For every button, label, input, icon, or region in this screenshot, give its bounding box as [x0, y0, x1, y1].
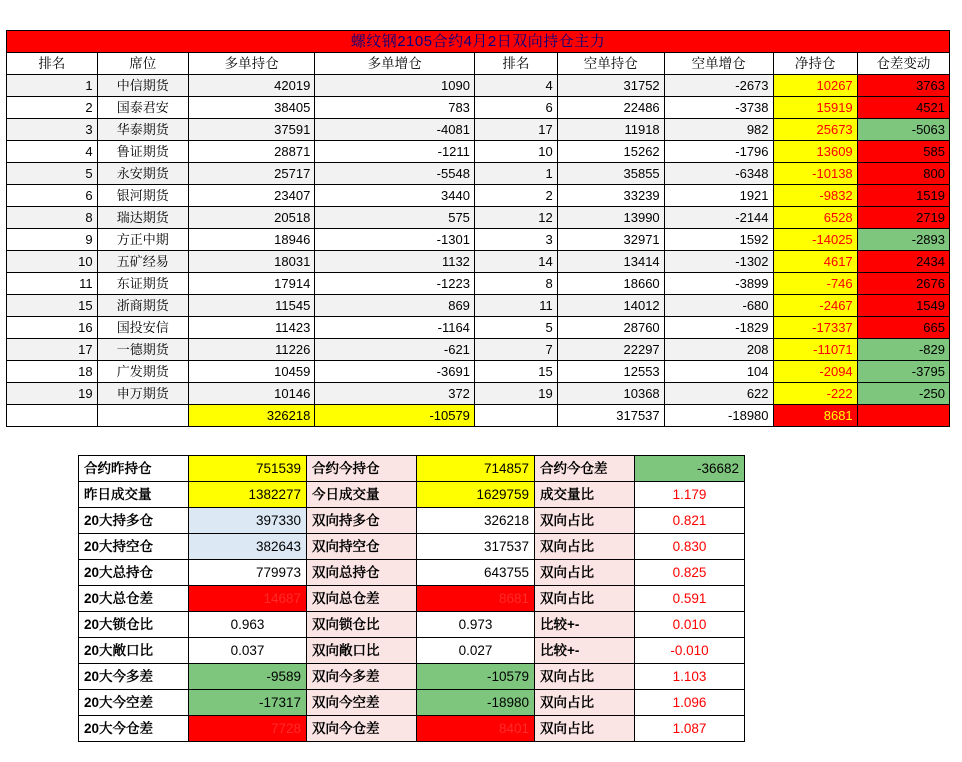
summary-label-right: 双向占比 [535, 534, 635, 560]
cell-rank1: 10 [7, 251, 98, 273]
cell-long: 10459 [188, 361, 314, 383]
cell-rank2: 15 [474, 361, 557, 383]
cell-net: 13609 [773, 141, 857, 163]
summary-label-mid: 双向今仓差 [307, 716, 417, 742]
cell-rank2: 2 [474, 185, 557, 207]
cell-short-change: 208 [664, 339, 773, 361]
cell-short: 33239 [557, 185, 664, 207]
cell-seat: 华泰期货 [97, 119, 188, 141]
cell-short: 32971 [557, 229, 664, 251]
cell-short-change: -2144 [664, 207, 773, 229]
cell-net-change: 2434 [857, 251, 949, 273]
cell-long: 20518 [188, 207, 314, 229]
summary-label-mid: 双向持空仓 [307, 534, 417, 560]
cell-short-change: 982 [664, 119, 773, 141]
summary-value-mid: -18980 [417, 690, 535, 716]
cell-seat: 申万期货 [97, 383, 188, 405]
cell-net: 10267 [773, 75, 857, 97]
cell-rank1: 11 [7, 273, 98, 295]
summary-label-left: 20大今空差 [79, 690, 189, 716]
cell-rank1: 15 [7, 295, 98, 317]
cell-net: -2094 [773, 361, 857, 383]
cell-long: 18031 [188, 251, 314, 273]
table-row [7, 141, 950, 163]
total-short-change: -18980 [664, 405, 773, 427]
summary-label-left: 20大持空仓 [79, 534, 189, 560]
cell-short-change: 104 [664, 361, 773, 383]
table-title-row [7, 31, 950, 53]
cell-net-change: -5063 [857, 119, 949, 141]
cell-net: 4617 [773, 251, 857, 273]
cell-short: 18660 [557, 273, 664, 295]
summary-table [78, 455, 745, 742]
cell-short-change: -1302 [664, 251, 773, 273]
cell-seat: 国泰君安 [97, 97, 188, 119]
table-row [7, 119, 950, 141]
summary-value-mid: 714857 [417, 456, 535, 482]
summary-value-left: 1382277 [189, 482, 307, 508]
cell-short: 28760 [557, 317, 664, 339]
table-header-row [7, 53, 950, 75]
summary-value-mid: 0.027 [417, 638, 535, 664]
holdings-table [6, 30, 950, 427]
col-header-net: 净持仓 [773, 53, 857, 75]
summary-value-left: 397330 [189, 508, 307, 534]
summary-label-right: 双向占比 [535, 586, 635, 612]
summary-value-left: 779973 [189, 560, 307, 586]
col-header-short: 空单持仓 [557, 53, 664, 75]
summary-value-right: 0.825 [635, 560, 745, 586]
cell-seat: 一德期货 [97, 339, 188, 361]
total-long: 326218 [188, 405, 314, 427]
summary-value-right: 1.103 [635, 664, 745, 690]
total-net: 8681 [773, 405, 857, 427]
cell-net: 15919 [773, 97, 857, 119]
col-header-net-change: 仓差变动 [857, 53, 949, 75]
cell-rank2: 3 [474, 229, 557, 251]
summary-label-right: 双向占比 [535, 560, 635, 586]
summary-label-left: 20大锁仓比 [79, 612, 189, 638]
cell-short-change: -6348 [664, 163, 773, 185]
cell-rank1: 16 [7, 317, 98, 339]
summary-row [79, 534, 745, 560]
cell-long-change: 1132 [315, 251, 475, 273]
cell-short-change: -680 [664, 295, 773, 317]
total-net-change: 8401 [857, 405, 949, 427]
col-header-rank1: 排名 [7, 53, 98, 75]
cell-short: 35855 [557, 163, 664, 185]
total-short: 317537 [557, 405, 664, 427]
cell-seat: 鲁证期货 [97, 141, 188, 163]
cell-short: 31752 [557, 75, 664, 97]
total-long-change: -10579 [315, 405, 475, 427]
cell-long: 23407 [188, 185, 314, 207]
cell-short-change: -3738 [664, 97, 773, 119]
cell-rank2: 1 [474, 163, 557, 185]
cell-rank2: 5 [474, 317, 557, 339]
summary-value-mid: 643755 [417, 560, 535, 586]
summary-label-mid: 今日成交量 [307, 482, 417, 508]
summary-value-left: 0.037 [189, 638, 307, 664]
cell-rank1: 2 [7, 97, 98, 119]
summary-value-left: -17317 [189, 690, 307, 716]
summary-value-right: -0.010 [635, 638, 745, 664]
cell-short: 13414 [557, 251, 664, 273]
cell-net: -2467 [773, 295, 857, 317]
cell-seat: 五矿经易 [97, 251, 188, 273]
cell-rank1: 17 [7, 339, 98, 361]
summary-label-left: 20大持多仓 [79, 508, 189, 534]
cell-long-change: -1164 [315, 317, 475, 339]
summary-label-mid: 双向敞口比 [307, 638, 417, 664]
cell-rank2: 10 [474, 141, 557, 163]
cell-short-change: -1796 [664, 141, 773, 163]
summary-row [79, 664, 745, 690]
cell-net: -9832 [773, 185, 857, 207]
cell-long: 10146 [188, 383, 314, 405]
cell-long-change: 3440 [315, 185, 475, 207]
cell-short-change: -2673 [664, 75, 773, 97]
cell-rank2: 4 [474, 75, 557, 97]
cell-long: 25717 [188, 163, 314, 185]
summary-label-left: 20大敞口比 [79, 638, 189, 664]
cell-long: 11545 [188, 295, 314, 317]
summary-value-right: 1.179 [635, 482, 745, 508]
col-header-short-change: 空单增仓 [664, 53, 773, 75]
summary-label-left: 20大总仓差 [79, 586, 189, 612]
summary-label-mid: 双向持多仓 [307, 508, 417, 534]
cell-long: 28871 [188, 141, 314, 163]
cell-seat: 银河期货 [97, 185, 188, 207]
summary-row [79, 586, 745, 612]
summary-label-right: 双向占比 [535, 716, 635, 742]
cell-long-change: -3691 [315, 361, 475, 383]
cell-long-change: 575 [315, 207, 475, 229]
cell-net: -17337 [773, 317, 857, 339]
col-header-seat: 席位 [97, 53, 188, 75]
cell-net: -746 [773, 273, 857, 295]
summary-value-mid: 326218 [417, 508, 535, 534]
cell-seat: 广发期货 [97, 361, 188, 383]
col-header-rank2: 排名 [474, 53, 557, 75]
summary-value-mid: 317537 [417, 534, 535, 560]
cell-short-change: 1921 [664, 185, 773, 207]
summary-value-mid: 0.973 [417, 612, 535, 638]
summary-label-right: 双向占比 [535, 508, 635, 534]
cell-seat: 永安期货 [97, 163, 188, 185]
cell-long: 17914 [188, 273, 314, 295]
cell-long: 37591 [188, 119, 314, 141]
summary-value-right: 0.010 [635, 612, 745, 638]
cell-net-change: 2719 [857, 207, 949, 229]
cell-seat: 中信期货 [97, 75, 188, 97]
summary-value-right: 1.096 [635, 690, 745, 716]
summary-value-right: -36682 [635, 456, 745, 482]
summary-value-mid: 1629759 [417, 482, 535, 508]
summary-label-right: 双向占比 [535, 664, 635, 690]
table-row [7, 251, 950, 273]
cell-long-change: 869 [315, 295, 475, 317]
col-header-long-change: 多单增仓 [315, 53, 475, 75]
cell-long: 11423 [188, 317, 314, 339]
summary-label-right: 成交量比 [535, 482, 635, 508]
table-row [7, 229, 950, 251]
cell-long-change: -4081 [315, 119, 475, 141]
cell-rank1: 1 [7, 75, 98, 97]
table-row [7, 75, 950, 97]
cell-short-change: 1592 [664, 229, 773, 251]
table-total-row [7, 405, 950, 427]
summary-label-mid: 双向今多差 [307, 664, 417, 690]
cell-net: -11071 [773, 339, 857, 361]
cell-seat: 国投安信 [97, 317, 188, 339]
cell-rank2: 8 [474, 273, 557, 295]
cell-short-change: 622 [664, 383, 773, 405]
cell-net-change: 4521 [857, 97, 949, 119]
cell-rank1: 19 [7, 383, 98, 405]
table-row [7, 339, 950, 361]
cell-rank1: 3 [7, 119, 98, 141]
summary-value-mid: -10579 [417, 664, 535, 690]
cell-long-change: -1211 [315, 141, 475, 163]
cell-net-change: -829 [857, 339, 949, 361]
summary-value-left: 14687 [189, 586, 307, 612]
summary-row [79, 690, 745, 716]
summary-value-left: -9589 [189, 664, 307, 690]
cell-rank1: 5 [7, 163, 98, 185]
summary-label-mid: 双向总仓差 [307, 586, 417, 612]
cell-net-change: 1549 [857, 295, 949, 317]
summary-label-right: 合约今仓差 [535, 456, 635, 482]
table-row [7, 273, 950, 295]
cell-rank2: 7 [474, 339, 557, 361]
cell-net: 25673 [773, 119, 857, 141]
cell-rank2: 11 [474, 295, 557, 317]
summary-value-right: 1.087 [635, 716, 745, 742]
table-row [7, 163, 950, 185]
summary-row [79, 482, 745, 508]
cell-rank2: 19 [474, 383, 557, 405]
cell-rank2: 17 [474, 119, 557, 141]
summary-table-container [78, 455, 745, 742]
cell-long-change: -1223 [315, 273, 475, 295]
cell-net-change: 800 [857, 163, 949, 185]
cell-rank1: 18 [7, 361, 98, 383]
cell-rank1: 9 [7, 229, 98, 251]
col-header-long: 多单持仓 [188, 53, 314, 75]
summary-value-left: 7728 [189, 716, 307, 742]
summary-value-mid: 8401 [417, 716, 535, 742]
cell-seat: 瑞达期货 [97, 207, 188, 229]
cell-net-change: 665 [857, 317, 949, 339]
summary-row [79, 638, 745, 664]
summary-value-left: 382643 [189, 534, 307, 560]
table-row [7, 317, 950, 339]
cell-net: -14025 [773, 229, 857, 251]
cell-short: 13990 [557, 207, 664, 229]
cell-rank1: 8 [7, 207, 98, 229]
cell-rank2: 6 [474, 97, 557, 119]
cell-rank2: 14 [474, 251, 557, 273]
table-row [7, 383, 950, 405]
total-blank-3 [474, 405, 557, 427]
cell-long: 18946 [188, 229, 314, 251]
cell-short: 22297 [557, 339, 664, 361]
cell-long: 42019 [188, 75, 314, 97]
summary-value-left: 751539 [189, 456, 307, 482]
cell-net-change: -2893 [857, 229, 949, 251]
summary-label-left: 20大今仓差 [79, 716, 189, 742]
summary-label-mid: 合约今持仓 [307, 456, 417, 482]
cell-net: -10138 [773, 163, 857, 185]
table-row [7, 207, 950, 229]
summary-label-mid: 双向今空差 [307, 690, 417, 716]
cell-rank1: 6 [7, 185, 98, 207]
summary-row [79, 508, 745, 534]
cell-short: 15262 [557, 141, 664, 163]
cell-long: 11226 [188, 339, 314, 361]
cell-long-change: -5548 [315, 163, 475, 185]
summary-label-left: 20大总持仓 [79, 560, 189, 586]
cell-seat: 方正中期 [97, 229, 188, 251]
cell-net-change: 2676 [857, 273, 949, 295]
cell-net-change: 3763 [857, 75, 949, 97]
total-blank-1 [7, 405, 98, 427]
summary-row [79, 716, 745, 742]
summary-row [79, 560, 745, 586]
cell-short: 10368 [557, 383, 664, 405]
cell-net-change: -250 [857, 383, 949, 405]
cell-short: 14012 [557, 295, 664, 317]
cell-long-change: 372 [315, 383, 475, 405]
cell-short: 12553 [557, 361, 664, 383]
summary-value-right: 0.830 [635, 534, 745, 560]
cell-long: 38405 [188, 97, 314, 119]
cell-rank2: 12 [474, 207, 557, 229]
table-row [7, 185, 950, 207]
summary-label-right: 比较+- [535, 612, 635, 638]
summary-value-mid: 8681 [417, 586, 535, 612]
table-row [7, 97, 950, 119]
cell-net-change: 585 [857, 141, 949, 163]
table-row [7, 361, 950, 383]
table-row [7, 295, 950, 317]
summary-row [79, 612, 745, 638]
cell-net: 6528 [773, 207, 857, 229]
summary-label-left: 昨日成交量 [79, 482, 189, 508]
holdings-table-container [6, 30, 950, 427]
cell-seat: 浙商期货 [97, 295, 188, 317]
cell-short: 22486 [557, 97, 664, 119]
summary-label-right: 双向占比 [535, 690, 635, 716]
summary-label-left: 20大今多差 [79, 664, 189, 690]
summary-value-left: 0.963 [189, 612, 307, 638]
summary-row [79, 456, 745, 482]
cell-short: 11918 [557, 119, 664, 141]
page-title: 螺纹钢2105合约4月2日双向持仓主力 [7, 31, 950, 53]
cell-long-change: -621 [315, 339, 475, 361]
summary-value-right: 0.821 [635, 508, 745, 534]
summary-label-left: 合约昨持仓 [79, 456, 189, 482]
cell-long-change: -1301 [315, 229, 475, 251]
total-blank-2 [97, 405, 188, 427]
summary-label-mid: 双向总持仓 [307, 560, 417, 586]
summary-label-right: 比较+- [535, 638, 635, 664]
summary-label-mid: 双向锁仓比 [307, 612, 417, 638]
cell-long-change: 1090 [315, 75, 475, 97]
cell-rank1: 4 [7, 141, 98, 163]
cell-net: -222 [773, 383, 857, 405]
cell-net-change: -3795 [857, 361, 949, 383]
cell-seat: 东证期货 [97, 273, 188, 295]
cell-short-change: -1829 [664, 317, 773, 339]
cell-net-change: 1519 [857, 185, 949, 207]
summary-value-right: 0.591 [635, 586, 745, 612]
cell-short-change: -3899 [664, 273, 773, 295]
cell-long-change: 783 [315, 97, 475, 119]
